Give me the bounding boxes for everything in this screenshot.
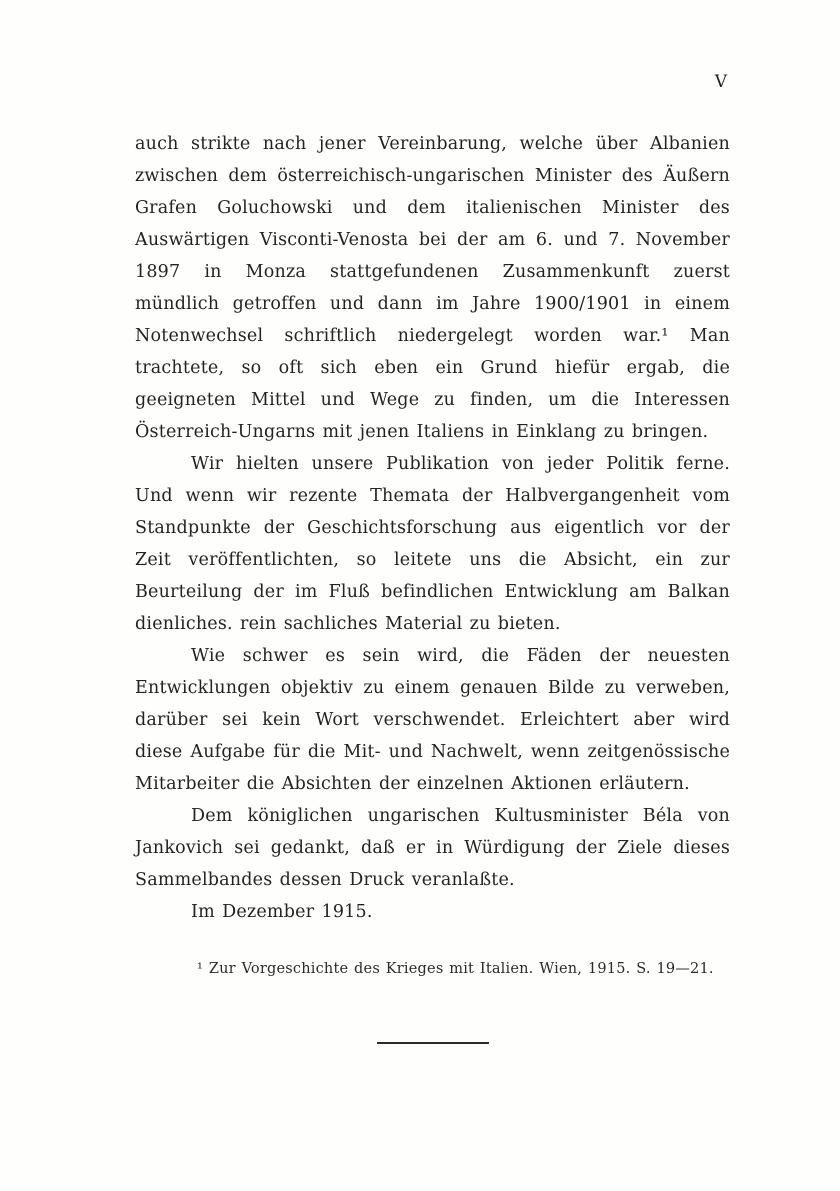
separator-rule	[377, 1042, 489, 1044]
body-text	[135, 128, 730, 928]
paragraph-1: auch strikte nach jener Vereinbarung, welche über Albanien zwischen dem österreichisch-ungarischen Minister des Äußern Grafen Goluchowski und dem italienischen Minister des Auswärtigen Visconti-Venosta bei der am 6. und 7. November 1897 in Monza stattgefundenen Zusammenkunft zuerst mündlich getroffen und dann im Jahre 1900/1901 in einem Notenwechsel schriftlich niedergelegt worden war.¹ Man trachtete, so oft sich eben ein Grund hiefür ergab, die geeigneten Mittel und Wege zu finden, um die Interessen Österreich-Ungarns mit jenen Italiens in Einklang zu bringen.	[135, 134, 730, 442]
paragraph-4: Dem königlichen ungarischen Kultusminister Béla von Jankovich sei gedankt, daß er in Würdigung der Ziele dieses Sammelbandes dessen Druck veranlaßte.	[135, 806, 730, 890]
paragraph-3: Wie schwer es sein wird, die Fäden der neuesten Entwicklungen objektiv zu einem genauen Bilde zu verweben, darüber sei kein Wort verschwendet. Erleichtert aber wird diese Aufgabe für die Mit- und Nachwelt, wenn zeitgenössische Mitarbeiter die Absichten der einzelnen Aktionen erläutern.	[135, 646, 730, 794]
footnote: ¹ Zur Vorgeschichte des Krieges mit Italien. Wien, 1915. S. 19—21.	[197, 961, 714, 977]
paragraph-2: Wir hielten unsere Publikation von jeder Politik ferne. Und wenn wir rezente Themata der Halbvergangenheit vom Standpunkte der Geschichtsforschung aus eigentlich vor der Zeit veröffentlichten, so leitete uns die Absicht, ein zur Beurteilung der im Fluß befindlichen Entwicklung am Balkan dienliches. rein sachliches Material zu bieten.	[135, 454, 730, 634]
page-number: V	[714, 72, 728, 92]
paragraph-5-date: Im Dezember 1915.	[191, 902, 373, 922]
